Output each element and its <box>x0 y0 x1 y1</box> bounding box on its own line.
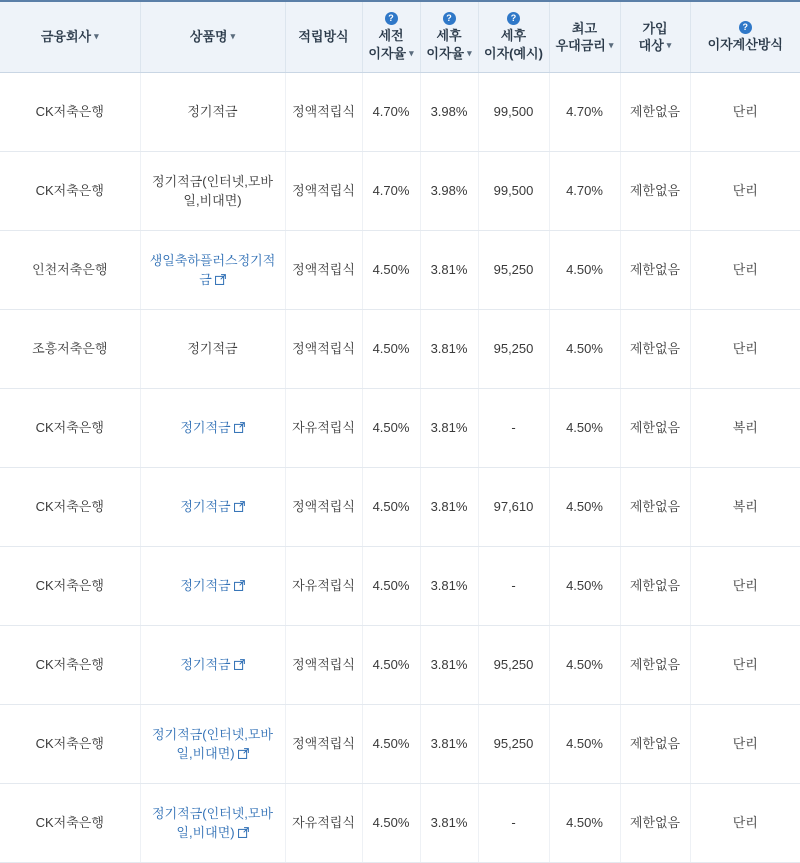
cell-company-text: 인천저축은행 <box>32 262 108 278</box>
cell-method <box>285 705 362 784</box>
cell-post-tax-interest-text: 95,250 <box>493 736 534 752</box>
cell-post-tax-rate-text: 3.81% <box>430 736 468 752</box>
cell-eligibility <box>620 73 690 152</box>
table-row <box>0 231 800 310</box>
cell-max-preferential-rate <box>549 705 620 784</box>
sort-caret-icon[interactable]: ▾ <box>409 47 414 58</box>
cell-post-tax-interest <box>478 152 549 231</box>
cell-eligibility <box>620 705 690 784</box>
cell-post-tax-interest <box>478 705 549 784</box>
cell-product <box>140 310 285 389</box>
cell-method-text: 정액적립식 <box>292 183 355 199</box>
cell-max-preferential-rate <box>549 468 620 547</box>
column-header-9 <box>690 1 800 73</box>
cell-method <box>285 152 362 231</box>
cell-pre-tax-rate <box>362 310 420 389</box>
cell-method <box>285 73 362 152</box>
table-row <box>0 626 800 705</box>
cell-eligibility-text: 제한없음 <box>629 341 681 357</box>
column-header-8[interactable] <box>620 1 690 73</box>
cell-interest-calc <box>690 231 800 310</box>
cell-post-tax-rate-text: 3.81% <box>430 262 468 278</box>
table-row <box>0 705 800 784</box>
cell-pre-tax-rate <box>362 468 420 547</box>
cell-post-tax-rate-text: 3.81% <box>430 499 468 515</box>
cell-company <box>0 705 140 784</box>
cell-pre-tax-rate <box>362 547 420 626</box>
cell-post-tax-interest-text: - <box>511 815 516 831</box>
cell-max-preferential-rate-text: 4.50% <box>566 657 603 673</box>
cell-interest-calc-text: 단리 <box>732 262 758 278</box>
cell-post-tax-rate <box>420 389 478 468</box>
cell-method-text: 정액적립식 <box>292 736 355 752</box>
cell-pre-tax-rate-text: 4.50% <box>372 736 410 752</box>
cell-method <box>285 784 362 863</box>
sort-caret-icon[interactable]: ▾ <box>230 31 236 42</box>
cell-interest-calc <box>690 784 800 863</box>
cell-product-link[interactable]: 정기적금(인터넷,모바일,비대면) <box>152 805 273 841</box>
cell-method-text: 정액적립식 <box>292 499 355 515</box>
cell-eligibility <box>620 231 690 310</box>
column-header-text: 세후 <box>436 28 462 43</box>
cell-product-text: 정기적금 <box>187 341 238 357</box>
cell-product[interactable] <box>140 468 285 547</box>
cell-company <box>0 310 140 389</box>
cell-pre-tax-rate <box>362 73 420 152</box>
cell-interest-calc-text: 복리 <box>732 499 758 515</box>
cell-company <box>0 626 140 705</box>
table-body <box>0 73 800 863</box>
cell-pre-tax-rate-text: 4.50% <box>372 420 410 436</box>
cell-max-preferential-rate-text: 4.50% <box>566 736 603 752</box>
column-header-text: 세전 <box>378 28 404 43</box>
cell-max-preferential-rate-text: 4.50% <box>566 499 603 515</box>
cell-post-tax-interest-text: 95,250 <box>493 341 534 357</box>
cell-method-text: 자유적립식 <box>292 815 355 831</box>
sort-caret-icon[interactable]: ▾ <box>94 31 99 42</box>
column-header-text: 이자율 <box>426 45 465 61</box>
column-header-text: 이자계산방식 <box>707 36 783 52</box>
cell-post-tax-interest-text: 95,250 <box>493 657 534 673</box>
cell-company-text: CK저축은행 <box>35 657 104 673</box>
column-header-label <box>708 36 783 54</box>
column-header-5[interactable] <box>420 1 478 73</box>
cell-interest-calc-text: 단리 <box>732 657 758 673</box>
cell-max-preferential-rate-text: 4.50% <box>566 262 603 278</box>
cell-max-preferential-rate <box>549 547 620 626</box>
cell-eligibility <box>620 310 690 389</box>
cell-company-text: CK저축은행 <box>35 104 104 120</box>
cell-max-preferential-rate-text: 4.70% <box>566 104 603 120</box>
column-header-label <box>190 28 235 46</box>
cell-post-tax-rate <box>420 626 478 705</box>
cell-product-link[interactable]: 정기적금 <box>180 420 231 436</box>
cell-eligibility-text: 제한없음 <box>629 815 681 831</box>
cell-max-preferential-rate <box>549 73 620 152</box>
help-icon[interactable]: ? <box>385 12 398 25</box>
cell-interest-calc <box>690 152 800 231</box>
cell-interest-calc-text: 단리 <box>732 578 758 594</box>
cell-max-preferential-rate <box>549 784 620 863</box>
cell-interest-calc-text: 복리 <box>732 420 758 436</box>
column-header-label <box>426 27 471 62</box>
column-header-4[interactable] <box>362 1 420 73</box>
cell-post-tax-interest-text: 99,500 <box>493 104 534 120</box>
table-row <box>0 784 800 863</box>
cell-product[interactable] <box>140 547 285 626</box>
cell-post-tax-interest <box>478 389 549 468</box>
cell-company <box>0 547 140 626</box>
cell-post-tax-interest <box>478 784 549 863</box>
cell-post-tax-rate <box>420 310 478 389</box>
cell-product <box>140 73 285 152</box>
cell-method-text: 자유적립식 <box>292 420 355 436</box>
column-header-label <box>639 20 672 55</box>
cell-product[interactable] <box>140 626 285 705</box>
cell-max-preferential-rate-text: 4.50% <box>566 578 603 594</box>
cell-post-tax-rate <box>420 784 478 863</box>
cell-pre-tax-rate-text: 4.50% <box>372 657 410 673</box>
cell-max-preferential-rate <box>549 389 620 468</box>
cell-post-tax-interest <box>478 310 549 389</box>
cell-post-tax-rate <box>420 547 478 626</box>
column-header-text: 가입 <box>642 20 668 36</box>
column-header-1[interactable] <box>0 1 140 73</box>
cell-method <box>285 468 362 547</box>
column-header-label <box>484 27 543 62</box>
column-header-text: 우대금리 <box>555 38 606 54</box>
cell-method <box>285 231 362 310</box>
external-link-icon[interactable] <box>238 748 249 759</box>
cell-post-tax-rate-text: 3.81% <box>430 657 468 673</box>
cell-eligibility-text: 제한없음 <box>629 420 681 436</box>
cell-interest-calc <box>690 468 800 547</box>
column-header-text: 적립방식 <box>298 29 349 45</box>
cell-post-tax-rate-text: 3.98% <box>430 104 468 120</box>
cell-post-tax-rate-text: 3.98% <box>430 183 468 199</box>
cell-interest-calc <box>690 547 800 626</box>
column-header-label <box>368 27 413 62</box>
external-link-icon[interactable] <box>234 580 245 591</box>
column-header-text: 최고 <box>571 20 598 36</box>
cell-post-tax-interest-text: 95,250 <box>493 262 534 278</box>
cell-pre-tax-rate <box>362 784 420 863</box>
cell-pre-tax-rate <box>362 626 420 705</box>
table-header <box>0 1 800 73</box>
cell-company-text: CK저축은행 <box>35 499 104 515</box>
cell-company-text: CK저축은행 <box>35 578 104 594</box>
column-header-6 <box>478 1 549 73</box>
cell-eligibility <box>620 626 690 705</box>
cell-method <box>285 547 362 626</box>
sort-caret-icon[interactable]: ▾ <box>666 40 672 51</box>
cell-company-text: CK저축은행 <box>35 736 104 752</box>
cell-eligibility <box>620 468 690 547</box>
cell-method-text: 정액적립식 <box>292 262 355 278</box>
cell-pre-tax-rate-text: 4.50% <box>372 815 410 831</box>
cell-eligibility-text: 제한없음 <box>629 499 681 515</box>
cell-company-text: CK저축은행 <box>35 183 104 199</box>
cell-max-preferential-rate <box>549 310 620 389</box>
table-row <box>0 547 800 626</box>
cell-pre-tax-rate <box>362 705 420 784</box>
cell-eligibility-text: 제한없음 <box>629 578 681 594</box>
external-link-icon[interactable] <box>234 422 245 433</box>
cell-post-tax-interest <box>478 626 549 705</box>
cell-pre-tax-rate-text: 4.50% <box>372 499 410 515</box>
help-icon[interactable]: ? <box>739 21 752 34</box>
cell-post-tax-interest <box>478 73 549 152</box>
cell-interest-calc <box>690 626 800 705</box>
cell-company <box>0 389 140 468</box>
cell-eligibility-text: 제한없음 <box>629 262 681 278</box>
cell-product-text: 정기적금(인터넷,모바일,비대면) <box>152 173 273 209</box>
column-header-text: 상품명 <box>189 29 228 45</box>
cell-pre-tax-rate-text: 4.50% <box>372 341 410 357</box>
cell-interest-calc <box>690 310 800 389</box>
external-link-icon[interactable] <box>234 501 245 512</box>
cell-product[interactable] <box>140 231 285 310</box>
cell-max-preferential-rate-text: 4.70% <box>566 183 603 199</box>
cell-method-text: 정액적립식 <box>292 657 355 673</box>
cell-pre-tax-rate <box>362 231 420 310</box>
cell-eligibility <box>620 389 690 468</box>
cell-post-tax-rate-text: 3.81% <box>430 341 468 357</box>
cell-eligibility-text: 제한없음 <box>629 657 681 673</box>
cell-product-link[interactable]: 생일축하플러스정기적금 <box>149 252 276 288</box>
external-link-icon[interactable] <box>238 827 249 838</box>
column-header-label <box>41 28 99 46</box>
cell-eligibility <box>620 547 690 626</box>
table-row <box>0 73 800 152</box>
column-header-text: 금융회사 <box>40 29 92 45</box>
cell-eligibility <box>620 784 690 863</box>
cell-product-text: 정기적금 <box>187 104 238 120</box>
table-row <box>0 468 800 547</box>
cell-interest-calc-text: 단리 <box>732 815 758 831</box>
help-icon[interactable]: ? <box>443 12 456 25</box>
cell-method <box>285 626 362 705</box>
cell-company-text: 조흥저축은행 <box>32 341 108 357</box>
cell-product-link[interactable]: 정기적금 <box>180 499 231 515</box>
cell-max-preferential-rate <box>549 152 620 231</box>
cell-method-text: 정액적립식 <box>292 341 355 357</box>
cell-post-tax-interest-text: - <box>511 420 516 436</box>
cell-max-preferential-rate <box>549 626 620 705</box>
table-row <box>0 310 800 389</box>
cell-pre-tax-rate-text: 4.70% <box>372 104 410 120</box>
cell-method <box>285 389 362 468</box>
column-header-text: 대상 <box>638 38 664 54</box>
cell-post-tax-rate <box>420 231 478 310</box>
cell-post-tax-rate <box>420 152 478 231</box>
cell-eligibility-text: 제한없음 <box>629 104 681 120</box>
cell-max-preferential-rate-text: 4.50% <box>566 341 603 357</box>
cell-company <box>0 73 140 152</box>
cell-post-tax-rate <box>420 73 478 152</box>
cell-company <box>0 784 140 863</box>
cell-product[interactable] <box>140 705 285 784</box>
table-header-row <box>0 1 800 73</box>
column-header-7[interactable] <box>549 1 620 73</box>
column-header-2[interactable] <box>140 1 285 73</box>
column-header-text: 이자(예시) <box>484 45 543 61</box>
help-icon[interactable]: ? <box>507 12 520 25</box>
cell-product-link[interactable]: 정기적금(인터넷,모바일,비대면) <box>152 726 273 762</box>
cell-post-tax-interest-text: 99,500 <box>493 183 534 199</box>
cell-pre-tax-rate <box>362 389 420 468</box>
cell-pre-tax-rate <box>362 152 420 231</box>
external-link-icon[interactable] <box>234 659 245 670</box>
cell-interest-calc <box>690 705 800 784</box>
sort-caret-icon[interactable]: ▾ <box>608 40 614 51</box>
table-row <box>0 152 800 231</box>
cell-method <box>285 310 362 389</box>
column-header-text: 세후 <box>500 28 527 43</box>
cell-interest-calc-text: 단리 <box>732 104 758 120</box>
cell-product[interactable] <box>140 389 285 468</box>
sort-caret-icon[interactable]: ▾ <box>467 47 472 58</box>
cell-product[interactable] <box>140 784 285 863</box>
cell-post-tax-rate-text: 3.81% <box>430 420 468 436</box>
cell-company <box>0 468 140 547</box>
cell-max-preferential-rate <box>549 231 620 310</box>
external-link-icon[interactable] <box>215 274 226 285</box>
cell-post-tax-interest <box>478 468 549 547</box>
column-header-label <box>298 28 348 46</box>
cell-product <box>140 152 285 231</box>
cell-method-text: 정액적립식 <box>292 104 355 120</box>
cell-pre-tax-rate-text: 4.50% <box>372 262 410 278</box>
cell-interest-calc <box>690 73 800 152</box>
cell-max-preferential-rate-text: 4.50% <box>566 815 603 831</box>
cell-post-tax-rate <box>420 705 478 784</box>
cell-product-link[interactable]: 정기적금 <box>180 578 231 594</box>
cell-product-link[interactable]: 정기적금 <box>180 657 231 673</box>
cell-company <box>0 231 140 310</box>
cell-post-tax-rate <box>420 468 478 547</box>
cell-eligibility <box>620 152 690 231</box>
cell-post-tax-interest <box>478 547 549 626</box>
table-row <box>0 389 800 468</box>
cell-interest-calc-text: 단리 <box>732 736 758 752</box>
cell-pre-tax-rate-text: 4.50% <box>372 578 410 594</box>
cell-post-tax-interest <box>478 231 549 310</box>
cell-post-tax-rate-text: 3.81% <box>430 578 468 594</box>
cell-eligibility-text: 제한없음 <box>629 183 681 199</box>
column-header-3 <box>285 1 362 73</box>
cell-post-tax-rate-text: 3.81% <box>430 815 468 831</box>
cell-interest-calc <box>690 389 800 468</box>
cell-post-tax-interest-text: - <box>511 578 516 594</box>
cell-max-preferential-rate-text: 4.50% <box>566 420 603 436</box>
cell-post-tax-interest-text: 97,610 <box>493 499 534 515</box>
cell-pre-tax-rate-text: 4.70% <box>372 183 410 199</box>
cell-interest-calc-text: 단리 <box>732 341 758 357</box>
cell-eligibility-text: 제한없음 <box>629 736 681 752</box>
column-header-text: 이자율 <box>368 45 407 61</box>
cell-interest-calc-text: 단리 <box>732 183 758 199</box>
cell-company-text: CK저축은행 <box>35 420 104 436</box>
column-header-label <box>556 20 614 55</box>
cell-method-text: 자유적립식 <box>292 578 355 594</box>
cell-company <box>0 152 140 231</box>
cell-company-text: CK저축은행 <box>35 815 104 831</box>
